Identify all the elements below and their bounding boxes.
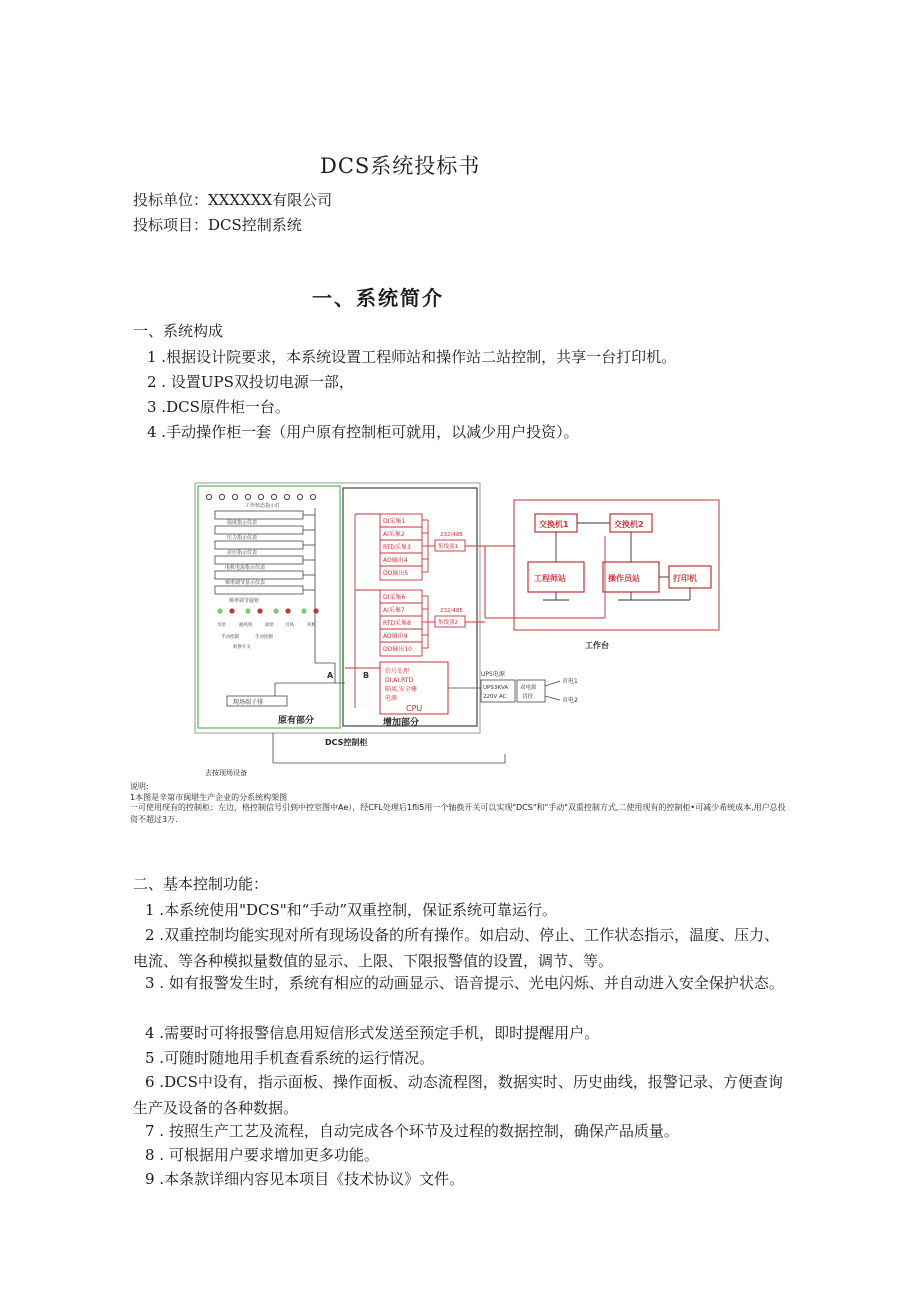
printer-label: 打印机: [673, 574, 697, 583]
mains-2: 市电2: [562, 697, 578, 704]
note-label: 说明:: [130, 782, 149, 791]
rs-label: 232/485: [440, 532, 463, 538]
section-heading-intro: 一、系统简介: [312, 286, 444, 310]
bidder-line: 投标单位：XXXXXX有限公司: [133, 191, 333, 209]
original-row-label: 温度指示仪表: [227, 520, 258, 526]
original-part-label: 原有部分: [278, 716, 315, 726]
io-label: DO输出10: [383, 646, 412, 653]
original-row-label: 电机电流指示仪表: [225, 565, 266, 571]
list-item: 2 . 设置UPS双投切电源一部，: [147, 373, 354, 391]
added-part-label: 增加部分: [383, 718, 420, 728]
engineer-station-label: 工程师站: [534, 574, 566, 583]
list-item: 3 . 如有报警发生时，系统有相应的动画显示、语音提示、光电闪烁、并自动进入安全保护状态。: [145, 974, 784, 992]
cpu-line: DI,AI,RTD: [385, 677, 414, 684]
lamp-label: 风机: [307, 623, 316, 628]
lamp-label: 抽风机: [239, 623, 253, 628]
dual-line: 切投: [522, 694, 534, 700]
list-item: 1 .本系统使用"DCS"和“手动”双重控制，保证系统可靠运行。: [145, 901, 557, 919]
original-row-label: 频率调节显示仪表: [225, 580, 266, 586]
original-row-label: 频率调节旋钮: [229, 598, 260, 604]
cpu-line: 隔离,安全栅: [385, 686, 417, 693]
switch-2-label: 交换机2: [614, 520, 644, 529]
ups-line: 220V AC: [483, 694, 507, 700]
mains-1: 市电1: [562, 678, 578, 685]
list-item: 2 .双重控制均能实现对所有现场设备的所有操作。如启动、停止、工作状态指示，温度、压力、电流、等各种模拟量数值的显示、上限、下限报警值的设置，调节、等。: [133, 926, 780, 970]
io-label: AO输出4: [383, 557, 408, 564]
hub-label: 集线器1: [438, 544, 458, 550]
io-label: RTD采集8: [383, 620, 411, 627]
list-item: 1 .根据设计院要求，本系统设置工程师站和操作站二站控制，共享一台打印机。: [147, 348, 677, 366]
list-item: 4 .需要时可将报警信息用短信形式发送至预定手机，即时提醒用户。: [145, 1024, 600, 1042]
original-row-label: 压力指示仪表: [227, 535, 258, 541]
terminal-label: 现场端子排: [233, 699, 264, 706]
io-label: AI采集7: [383, 607, 405, 614]
io-label: AO输出9: [383, 633, 408, 640]
note-line: 1本图是辛第市闽堪生产企业的分系统构架图: [130, 793, 288, 802]
list-item: 5 .可随时随地用手机查看系统的运行情况。: [145, 1049, 435, 1067]
label-a: A: [327, 671, 334, 680]
lamp-label: 引风: [285, 623, 294, 628]
original-row-label: 差压指示仪表: [227, 550, 258, 556]
lamp-row-top: [206, 494, 315, 499]
original-panel: [198, 486, 340, 728]
document-title: DCS系统投标书: [320, 154, 481, 178]
project-line: 投标项目：DCS控制系统: [133, 216, 302, 234]
status-lamps: [217, 608, 318, 613]
list-item: 9 .本条款详细内容见本项目《技术协议》文件。: [145, 1170, 465, 1188]
label-b: B: [363, 671, 370, 680]
workbench-label: 工作台: [585, 641, 609, 650]
subsection-heading: 一、系统构成: [133, 322, 224, 340]
list-item: 8 . 可根据用户要求增加更多功能。: [145, 1146, 379, 1164]
field-label: 去按现场设备: [205, 769, 247, 777]
list-item: 4 .手动操作柜一套（用户原有控制柜可就用，以减少用户投资）。: [147, 423, 579, 441]
section-heading-functions: 二、基本控制功能：: [133, 875, 269, 893]
list-item: 7 . 按照生产工艺及流程，自动完成各个环节及过程的数据控制，确保产品质量。: [145, 1122, 679, 1140]
lamp-label: 水泵: [217, 623, 226, 628]
io-label: RTD采集3: [383, 544, 411, 551]
note-paragraph: 一可使用现有的控制柜：左边，格控制信号引到中控室图中Ae），经CFL处理后1fli5用一个轴换开关可以实现"DCS"和"手动"双重控制方式,二使用现有的控制柜•可减少希统成本,用户总投资不超过3万.: [130, 803, 786, 824]
switch-label: 转换开关: [233, 645, 251, 650]
io-label: DI采集6: [383, 594, 406, 601]
cpu-line: 信号处理: [385, 668, 410, 675]
cabinet-label: DCS控制柜: [325, 738, 368, 747]
cpu-label: CPU: [406, 704, 423, 713]
original-row-label: 工作状态指示灯: [245, 503, 281, 509]
hub-label: 集线器2: [438, 620, 458, 626]
dual-line: 双电源: [520, 685, 537, 691]
switch-label: 手动控制: [221, 635, 239, 640]
io-label: DI采集1: [383, 518, 406, 525]
rs-label: 232/485: [440, 608, 463, 614]
io-label: AI采集2: [383, 531, 405, 538]
operator-station-label: 操作员站: [608, 574, 640, 583]
ups-top: UPS电源: [481, 671, 505, 678]
io-label: DO输出5: [383, 570, 409, 577]
system-architecture-diagram: [185, 478, 735, 780]
ups-line: UPS3KVA: [483, 685, 509, 691]
cpu-line: 电源: [385, 695, 398, 702]
list-item: 6 .DCS中设有，指示面板、操作面板、动态流程图，数据实时、历史曲线，报警记录、方便查询生产及设备的各种数据。: [133, 1073, 783, 1117]
switch-label: 手动控制: [255, 635, 273, 640]
switch-1-label: 交换机1: [539, 520, 569, 529]
list-item: 3 .DCS原件柜一台。: [147, 398, 290, 416]
lamp-label: 油泵: [265, 623, 274, 628]
